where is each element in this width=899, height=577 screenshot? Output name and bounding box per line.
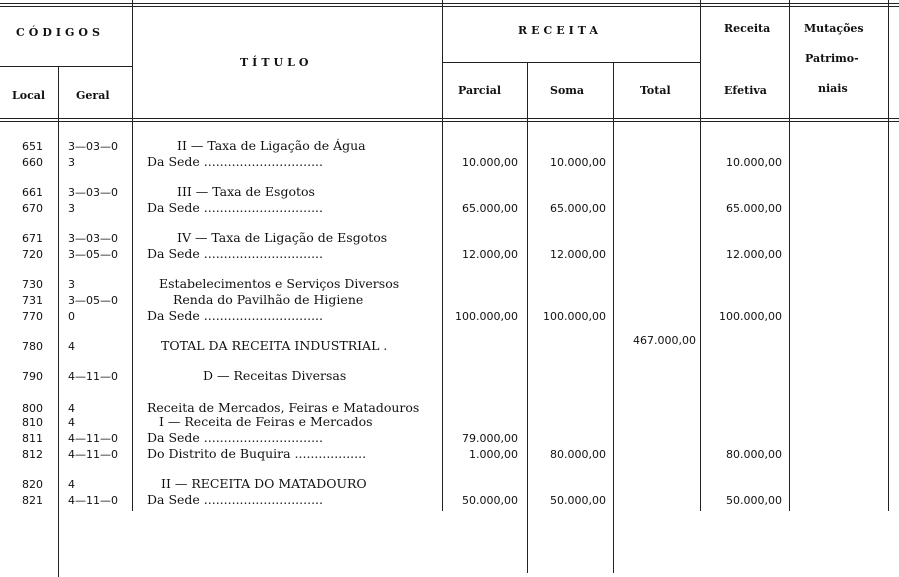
cell-geral: 4—11—0: [68, 432, 118, 445]
cell-local: 810: [22, 416, 43, 429]
cell-local: 651: [22, 140, 43, 153]
cell-soma: 65.000,00: [550, 202, 606, 215]
cell-geral: 3: [68, 202, 75, 215]
cell-geral: 4—11—0: [68, 448, 118, 461]
cell-soma: 12.000,00: [550, 248, 606, 261]
cell-soma: 100.000,00: [543, 310, 606, 323]
cell-local: 800: [22, 402, 43, 415]
header-codigos: CÓDIGOS: [16, 26, 104, 39]
cell-local: 780: [22, 340, 43, 353]
cell-local: 812: [22, 448, 43, 461]
cell-local: 720: [22, 248, 43, 261]
header-mutacoes-3: niais: [818, 82, 848, 95]
cell-titulo: Da Sede ..............................: [147, 308, 323, 323]
cell-local: 661: [22, 186, 43, 199]
cell-geral: 4: [68, 478, 75, 491]
header-receita-efetiva-2: Efetiva: [724, 84, 767, 97]
cell-titulo: II — RECEITA DO MATADOURO: [161, 476, 367, 491]
cell-geral: 4: [68, 340, 75, 353]
cell-local: 820: [22, 478, 43, 491]
cell-local: 811: [22, 432, 43, 445]
cell-titulo: Da Sede ..............................: [147, 246, 323, 261]
cell-efetiva: 100.000,00: [719, 310, 782, 323]
header-mutacoes-1: Mutações: [804, 22, 864, 35]
cell-titulo: II — Taxa de Ligação de Água: [177, 138, 366, 153]
cell-geral: 3—05—0: [68, 248, 118, 261]
header-receita-efetiva-1: Receita: [724, 22, 771, 35]
cell-titulo: Da Sede ..............................: [147, 430, 323, 445]
header-mutacoes-2: Patrimo-: [805, 52, 859, 65]
header-parcial: Parcial: [458, 84, 502, 97]
cell-local: 670: [22, 202, 43, 215]
cell-titulo: Estabelecimentos e Serviços Diversos: [159, 276, 400, 291]
cell-local: 790: [22, 370, 43, 383]
cell-total: 467.000,00: [633, 334, 696, 347]
cell-local: 730: [22, 278, 43, 291]
cell-parcial: 100.000,00: [455, 310, 518, 323]
cell-local: 821: [22, 494, 43, 507]
cell-geral: 3: [68, 278, 75, 291]
cell-titulo: Do Distrito de Buquira ..................: [147, 446, 367, 461]
header-titulo: TÍTULO: [240, 56, 313, 69]
cell-titulo: TOTAL DA RECEITA INDUSTRIAL .: [161, 338, 388, 353]
cell-local: 660: [22, 156, 43, 169]
cell-parcial: 65.000,00: [462, 202, 518, 215]
cell-local: 770: [22, 310, 43, 323]
cell-geral: 0: [68, 310, 75, 323]
cell-titulo: Renda do Pavilhão de Higiene: [173, 292, 364, 307]
cell-titulo: Da Sede ..............................: [147, 200, 323, 215]
header-geral: Geral: [76, 89, 110, 102]
cell-efetiva: 65.000,00: [726, 202, 782, 215]
cell-efetiva: 12.000,00: [726, 248, 782, 261]
header-soma: Soma: [550, 84, 585, 97]
cell-efetiva: 80.000,00: [726, 448, 782, 461]
cell-efetiva: 50.000,00: [726, 494, 782, 507]
cell-geral: 4—11—0: [68, 494, 118, 507]
cell-titulo: Da Sede ..............................: [147, 492, 323, 507]
cell-geral: 3: [68, 156, 75, 169]
cell-parcial: 79.000,00: [462, 432, 518, 445]
header-local: Local: [12, 89, 46, 102]
cell-titulo: III — Taxa de Esgotos: [177, 184, 315, 199]
cell-geral: 3—03—0: [68, 232, 118, 245]
cell-titulo: Da Sede ..............................: [147, 154, 323, 169]
cell-efetiva: 10.000,00: [726, 156, 782, 169]
cell-geral: 4: [68, 402, 75, 415]
header-total: Total: [640, 84, 671, 97]
cell-soma: 50.000,00: [550, 494, 606, 507]
cell-geral: 4: [68, 416, 75, 429]
cell-parcial: 1.000,00: [469, 448, 518, 461]
cell-titulo: Receita de Mercados, Feiras e Matadouros: [147, 400, 420, 415]
cell-local: 731: [22, 294, 43, 307]
cell-geral: 3—03—0: [68, 140, 118, 153]
cell-titulo: IV — Taxa de Ligação de Esgotos: [177, 230, 388, 245]
cell-parcial: 12.000,00: [462, 248, 518, 261]
cell-soma: 10.000,00: [550, 156, 606, 169]
cell-geral: 4—11—0: [68, 370, 118, 383]
cell-parcial: 10.000,00: [462, 156, 518, 169]
cell-parcial: 50.000,00: [462, 494, 518, 507]
cell-geral: 3—03—0: [68, 186, 118, 199]
cell-geral: 3—05—0: [68, 294, 118, 307]
header-receita: RECEITA: [518, 24, 602, 37]
cell-local: 671: [22, 232, 43, 245]
cell-titulo: D — Receitas Diversas: [203, 368, 347, 383]
cell-titulo: I — Receita de Feiras e Mercados: [159, 414, 373, 429]
cell-soma: 80.000,00: [550, 448, 606, 461]
